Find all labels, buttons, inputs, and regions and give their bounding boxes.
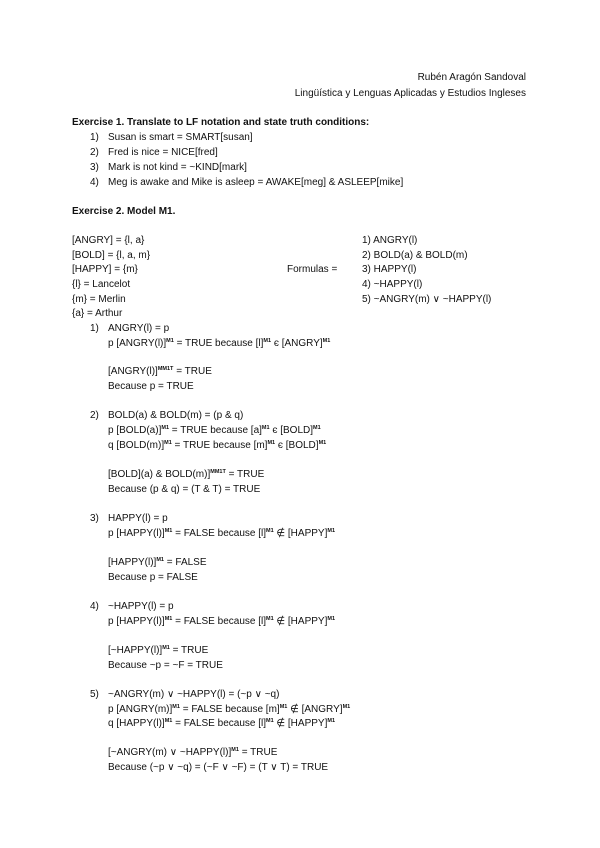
solution-number: 3) [90,513,99,524]
because-line: Because p = FALSE [108,572,198,583]
formula-item: 5) ~ANGRY(m) ∨ ~HAPPY(l) [362,294,492,305]
truth-condition-p: p [HAPPY(l)]$^{M1}$ = FALSE because $[l]^{M1}$ ∉ [HAPPY]$^{M1}$ [108,616,336,627]
model-line: {a} = Arthur [72,308,123,319]
formula-item: 4) ~HAPPY(l) [362,279,423,290]
solution-number: 1) [90,323,99,334]
truth-value-result: [~ANGRY(m) ∨ ~HAPPY(l)]$^{M1}$ = TRUE [108,747,278,758]
truth-value-result: [~HAPPY(l)]$^{M1}$ = TRUE [108,645,209,656]
formulas-label: Formulas = [287,264,338,275]
model-line: [ANGRY] = {l, a} [72,235,145,246]
list-item: Meg is awake and Mike is asleep = AWAKE[meg] & ASLEEP[mike] [108,177,404,188]
truth-value-result: [BOLD](a) & BOLD(m)]$^{MM1T}$ = TRUE [108,469,265,480]
truth-value-result: [ANGRY(l)]$^{MM1T}$ = TRUE [108,366,212,377]
truth-condition-p: p [BOLD(a)]$^{M1}$ = TRUE because $[a]^{M1}$ є [BOLD]$^{M1}$ [108,425,321,436]
solution-heading: ~HAPPY(l) = p [108,601,174,612]
list-item-number: 1) [90,132,99,143]
author-name: Rubén Aragón Sandoval [417,72,526,83]
list-item: Fred is nice = NICE[fred] [108,147,218,158]
because-line: Because (p & q) = (T & T) = TRUE [108,484,261,495]
exercise2-title: Exercise 2. Model M1. [72,206,176,217]
truth-value-result: [HAPPY(l)]$^{M1}$ = FALSE [108,557,207,568]
truth-condition-p: p [ANGRY(m)]$^{M1}$ = FALSE because $[m]^{M1}$ ∉ [ANGRY]$^{M1}$ [108,704,351,715]
model-line: {m} = Merlin [72,294,126,305]
truth-condition-p: p [HAPPY(l)]$^{M1}$ = FALSE because $[l]^{M1}$ ∉ [HAPPY]$^{M1}$ [108,528,336,539]
because-line: Because ~p = ~F = TRUE [108,660,223,671]
list-item-number: 2) [90,147,99,158]
truth-condition-q: q [HAPPY(l)]$^{M1}$ = FALSE because $[l]^{M1}$ ∉ [HAPPY]$^{M1}$ [108,718,336,729]
solution-heading: ANGRY(l) = p [108,323,170,334]
solution-number: 5) [90,689,99,700]
model-line: [BOLD] = {l, a, m} [72,250,151,261]
list-item: Susan is smart = SMART[susan] [108,132,253,143]
list-item-number: 3) [90,162,99,173]
solution-heading: BOLD(a) & BOLD(m) = (p & q) [108,410,244,421]
list-item-number: 4) [90,177,99,188]
truth-condition-q: q [BOLD(m)]$^{M1}$ = TRUE because $[m]^{M1}$ є [BOLD]$^{M1}$ [108,440,327,451]
formula-item: 3) HAPPY(l) [362,264,417,275]
solution-number: 2) [90,410,99,421]
model-line: {l} = Lancelot [72,279,131,290]
solution-heading: HAPPY(l) = p [108,513,168,524]
solution-heading: ~ANGRY(m) ∨ ~HAPPY(l) = (~p ∨ ~q) [108,689,280,700]
model-line: [HAPPY] = {m} [72,264,138,275]
because-line: Because (~p ∨ ~q) = (~F ∨ ~F) = (T ∨ T) = TRUE [108,762,329,773]
list-item: Mark is not kind = ~KIND[mark] [108,162,247,173]
truth-condition-p: p [ANGRY(l)]$^{M1}$ = TRUE because $[l]^{M1}$ є [ANGRY]$^{M1}$ [108,338,331,349]
formula-item: 1) ANGRY(l) [362,235,418,246]
exercise1-title: Exercise 1. Translate to LF notation and state truth conditions: [72,117,370,128]
program-name: Lingüística y Lenguas Aplicadas y Estudios Ingleses [294,88,526,99]
because-line: Because p = TRUE [108,381,194,392]
solution-number: 4) [90,601,99,612]
formula-item: 2) BOLD(a) & BOLD(m) [362,250,468,261]
